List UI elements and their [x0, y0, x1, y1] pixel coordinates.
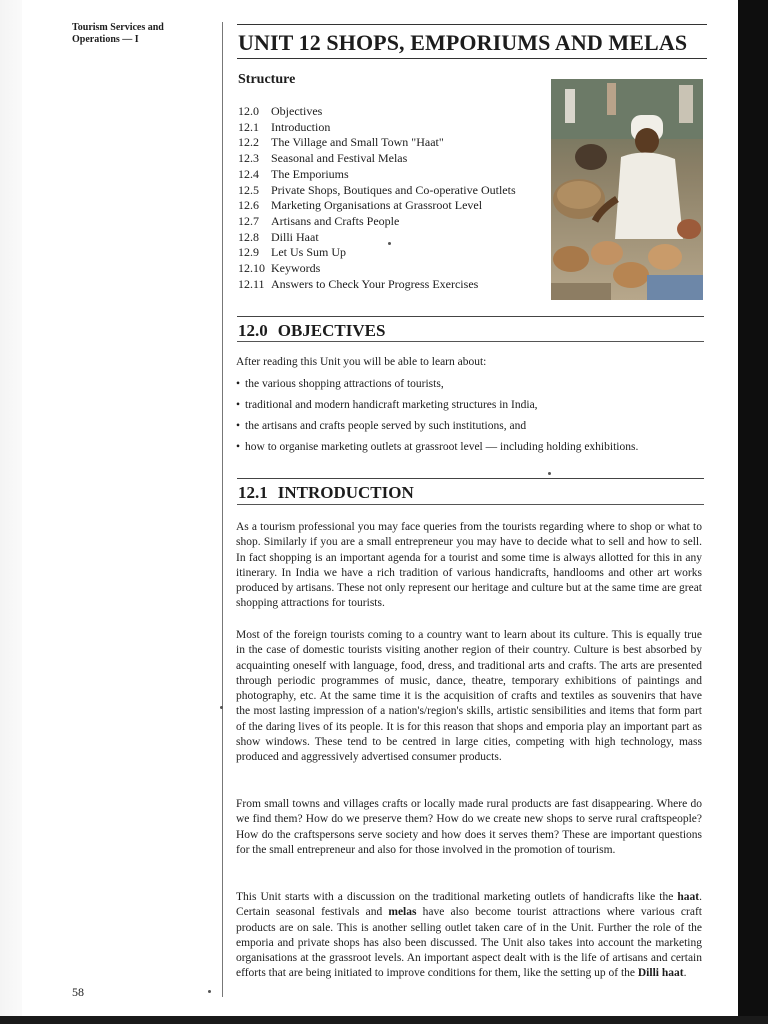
toc-item: [238, 230, 548, 246]
objective-item: • the various shopping attractions of tourists,: [236, 374, 638, 395]
toc-item: [238, 261, 548, 277]
toc-number: 12.5: [238, 182, 259, 197]
objective-item: • traditional and modern handicraft marketing structures in India,: [236, 395, 638, 416]
scan-speck: [388, 242, 391, 245]
toc-number: 12.1: [238, 119, 259, 134]
toc-title: Answers to Check Your Progress Exercises: [271, 276, 479, 291]
toc-number: 12.6: [238, 198, 259, 213]
toc-title: Dilli Haat: [271, 229, 319, 244]
table-of-contents: [238, 104, 548, 292]
toc-number: 12.0: [238, 104, 259, 118]
toc-item: [238, 277, 548, 293]
toc-number: 12.7: [238, 213, 259, 228]
toc-number: 12.10: [238, 261, 265, 276]
intro-text: . Certain seasonal festivals and: [236, 891, 702, 919]
introduction-number: 12.1: [238, 483, 268, 502]
photo-artisan-selling-pottery: [551, 79, 703, 300]
objectives-title: OBJECTIVES: [277, 321, 386, 340]
toc-number: 12.11: [238, 276, 265, 291]
running-head: Tourism Services and Operations — I: [72, 22, 164, 45]
introduction-rule-bottom: [237, 504, 704, 505]
term-melas: melas: [388, 906, 417, 919]
scan-speck: [208, 990, 211, 993]
objective-item: • how to organise marketing outlets at grassroot level — including holding exhibitions.: [236, 437, 638, 458]
column-divider: [222, 22, 223, 997]
scan-shadow-left: [0, 0, 22, 1024]
toc-item: [238, 245, 548, 261]
toc-number: 12.4: [238, 166, 259, 181]
scan-edge-bottom: [0, 1016, 768, 1024]
page-number: 58: [72, 985, 84, 999]
scan-speck: [220, 706, 223, 709]
toc-item: [238, 198, 548, 214]
toc-item: [238, 214, 548, 230]
toc-title: Let Us Sum Up: [271, 245, 346, 260]
toc-title: Private Shops, Boutiques and Co-operative Outlets: [271, 182, 516, 197]
toc-item: [238, 104, 548, 120]
toc-title: The Emporiums: [271, 166, 349, 181]
term-haat: haat: [677, 891, 700, 903]
objectives-number: 12.0: [238, 321, 268, 340]
intro-paragraph-3: From small towns and villages crafts or locally made rural products are fast disappearing. Where do we find them? How do we preserve them? How do we create new shops to serve rural craftspeople? How do the craftspersons serve society and how does it serves them? These are important questions for the small entrepreneur and also for those involved in the promotion of tourism.: [236, 798, 702, 856]
toc-item: [238, 183, 548, 199]
unit-title: UNIT 12 SHOPS, EMPORIUMS AND MELAS: [238, 30, 688, 55]
structure-heading: Structure: [238, 72, 296, 87]
toc-item: [238, 167, 548, 183]
intro-paragraph-4: [236, 890, 702, 982]
toc-item: [238, 135, 548, 151]
title-rule-top: [237, 24, 707, 25]
objective-item: • the artisans and crafts people served by such institutions, and: [236, 416, 638, 437]
toc-item: [238, 120, 548, 136]
toc-title: Keywords: [271, 261, 321, 276]
scan-edge-right: [738, 0, 768, 1024]
objectives-rule-top: [237, 316, 704, 317]
toc-title: Artisans and Crafts People: [271, 213, 400, 228]
toc-title: Objectives: [271, 104, 323, 118]
toc-title: The Village and Small Town "Haat": [271, 135, 444, 150]
toc-item: [238, 151, 548, 167]
toc-title: Marketing Organisations at Grassroot Level: [271, 198, 483, 213]
objectives-list: [236, 374, 638, 458]
scan-speck: [548, 472, 551, 475]
toc-number: 12.9: [238, 245, 259, 260]
title-rule-bottom: [237, 58, 707, 59]
toc-number: 12.3: [238, 151, 259, 166]
introduction-title: INTRODUCTION: [277, 483, 414, 502]
objectives-heading: [238, 321, 385, 341]
intro-paragraph-1: As a tourism professional you may face queries from the tourists regarding where to shop or what to shop. Similarly if you are a small entrepreneur you may have to decide what to sell and how to sell. In fact shopping is an important agenda for a tourist and some time is always allotted for this in any itinerary. In India we have a rich tradition of various handicrafts, handlooms and other art works produced by artisans. These not only represent our heritage and culture but at the same time are great shopping attractions for tourists.: [236, 521, 702, 610]
toc-title: Seasonal and Festival Melas: [271, 151, 408, 166]
term-dilli-haat: Dilli haat: [637, 967, 684, 980]
intro-text: have also become tourist attractions where various craft products are on sale. This is another selling outlet taken care of in the Unit. Further the role of the emporia and private shops has also been discussed. The Unit also takes into account the marketing organisations at the grassroot levels. An important aspect dealt with is the life of artisans and certain efforts that are being initiated to improve conditions for them, like the setting up of the: [236, 906, 702, 980]
introduction-rule-top: [237, 478, 704, 479]
intro-paragraph-2: Most of the foreign tourists coming to a country want to learn about its culture. This is equally true in the case of domestic tourists visiting another region of their country. Culture is best absorbed by acquainting oneself with language, food, dress, and traditional arts and crafts. The arts are presented through periodic programmes of music, dance, theatre, temporary exhibitions of paintings and photography, etc. At the same time it is the acquisition of crafts and textiles as souvenirs that have the most lasting impression of a nation's/region's skills, artistic sensibilities and items that form part of the daring lives of its people. It is for this reason that shops and emporia play an important part as show windows. These tend to be centred in large cities, competing with high technology, mass produced and aggressively advertised consumer products.: [236, 629, 702, 764]
toc-number: 12.8: [238, 229, 259, 244]
intro-text: .: [683, 967, 687, 980]
introduction-heading: [238, 483, 414, 503]
intro-text: This Unit starts with a discussion on the traditional marketing outlets of handicrafts like the: [236, 891, 678, 903]
objectives-rule-bottom: [237, 341, 704, 342]
toc-title: Introduction: [271, 119, 331, 134]
objectives-lead: After reading this Unit you will be able to learn about:: [236, 356, 487, 368]
toc-number: 12.2: [238, 135, 259, 150]
